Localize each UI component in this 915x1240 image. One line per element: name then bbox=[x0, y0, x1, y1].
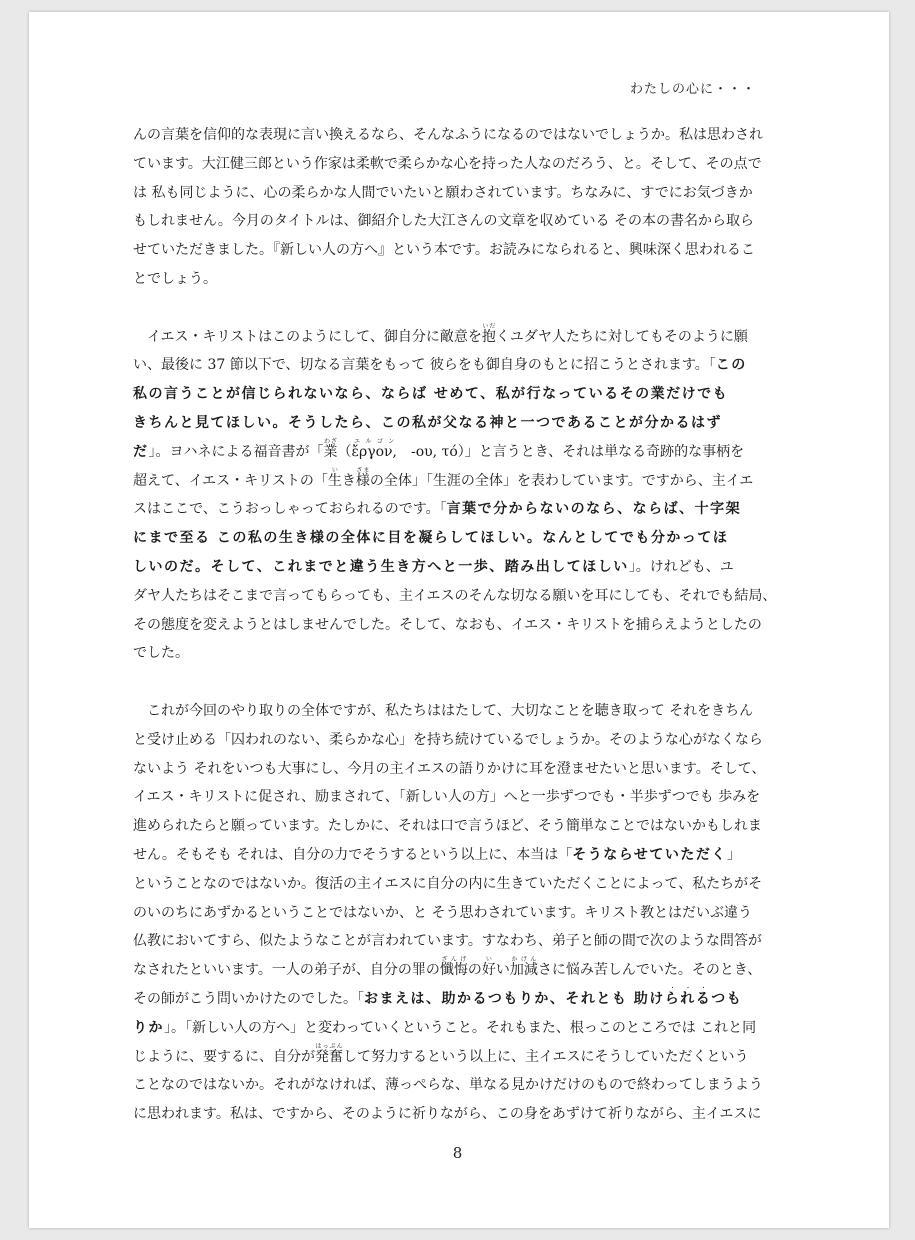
text-run: き bbox=[341, 472, 356, 489]
text-line bbox=[133, 1071, 795, 1100]
ruby-reading: いだ bbox=[481, 322, 496, 330]
emphasized-quote: この bbox=[715, 357, 747, 374]
text-line bbox=[133, 553, 795, 582]
ruby-reading: かげん bbox=[509, 956, 538, 964]
emphasized-quote: つも bbox=[711, 990, 743, 1007]
ruby-reading: はっぷん bbox=[315, 1042, 343, 1050]
text-run: もしれません。今月のタイトルは、御紹介した大江さんの文章を収めている その本の書名から取ら bbox=[133, 213, 755, 230]
paragraph-2 bbox=[133, 323, 795, 669]
text-line bbox=[133, 207, 795, 236]
text-line bbox=[133, 899, 795, 928]
ruby-reading: エルゴン bbox=[351, 437, 397, 445]
text-run: んの言葉を信仰的な表現に言い換えるなら、そんなふうになるのではないでしょうか。私は思わされ bbox=[133, 127, 763, 143]
emphasized-quote: しいのだ。そして、これまでと違う生き方へと一歩、踏み出してほしい bbox=[133, 558, 629, 575]
text-line bbox=[133, 985, 795, 1014]
text-run: は 私も同じように、心の柔らかな人間でいたいと願わされています。ちなみに、すでにお気づきか bbox=[133, 184, 753, 201]
text-line bbox=[133, 639, 795, 668]
ruby-annotation bbox=[481, 956, 496, 979]
text-line bbox=[133, 812, 795, 841]
ruby-base: られる bbox=[664, 990, 712, 1007]
text-run: 」 bbox=[726, 846, 741, 863]
text-line bbox=[133, 351, 795, 380]
text-run: の bbox=[467, 962, 482, 979]
ruby-annotation bbox=[327, 466, 342, 489]
ruby-annotation bbox=[509, 956, 538, 979]
text-run: のいのちにあずかるということではないか、と そう思わされています。キリスト教とはだいぶ違う bbox=[133, 904, 753, 921]
text-line bbox=[133, 409, 795, 438]
ruby-annotation bbox=[439, 956, 468, 979]
ruby-base: 好 bbox=[481, 962, 496, 979]
text-line bbox=[133, 783, 795, 812]
ruby-annotation bbox=[355, 466, 370, 489]
text-run: に思われます。私は、ですから、そのように祈りながら、この身をあずけて祈りながら、主イエスに bbox=[133, 1106, 762, 1123]
text-line bbox=[133, 150, 795, 179]
text-line bbox=[133, 956, 795, 985]
text-run: イエス・キリストはこのようにして、御自分に敵意を bbox=[133, 328, 482, 345]
emphasized-quote: 言葉で分からないのなら、ならば、十字架 bbox=[446, 501, 742, 518]
text-line bbox=[133, 582, 795, 611]
text-line bbox=[133, 726, 795, 755]
paragraph-3 bbox=[133, 697, 795, 1129]
ruby-reading: わざ bbox=[323, 437, 338, 445]
text-run: じように、要するに、自分が bbox=[133, 1048, 315, 1065]
ruby-reading: ・・・ bbox=[664, 984, 712, 992]
text-run: して努力するという以上に、主イエスにそうしていただくという bbox=[343, 1048, 749, 1065]
text-run: ています。大江健三郎という作家は柔軟で柔らかな心を持った人なのだろう、と。そして、その点で bbox=[133, 155, 762, 172]
text-line bbox=[133, 467, 795, 496]
emphasized-quote: りか bbox=[133, 1019, 164, 1036]
ruby-reading: ざんげ bbox=[439, 956, 468, 964]
ruby-base: 発奮 bbox=[315, 1048, 343, 1065]
ruby-base: 生 bbox=[327, 472, 342, 489]
text-line bbox=[133, 697, 795, 726]
ruby-reading: い bbox=[481, 956, 496, 964]
ruby-annotation bbox=[315, 1042, 343, 1065]
text-line bbox=[133, 121, 795, 150]
text-line bbox=[133, 927, 795, 956]
text-run: （ bbox=[337, 443, 352, 460]
text-run: 超えて、イエス・キリストの「 bbox=[133, 472, 328, 489]
emphasized-quote: 私の言うことが信じられないなら、ならば せめて、私が行なっているその業だけでも bbox=[133, 386, 729, 403]
emphasized-quote: だ bbox=[133, 443, 149, 460]
text-run: その師がこう問いかけたのでした。「 bbox=[133, 990, 364, 1007]
text-run: でした。 bbox=[133, 645, 189, 662]
ruby-annotation bbox=[351, 437, 398, 460]
body-text bbox=[133, 121, 795, 1129]
emphasized-quote: そうならせていただく bbox=[572, 846, 727, 863]
text-run: イエス・キリストに促され、励まされて、「新しい人の方」へと一歩ずつでも・半歩ずつでも 歩みを bbox=[133, 789, 761, 806]
text-run: その態度を変えようとはしませんでした。そして、なおも、イエス・キリストを捕らえようとしたの bbox=[133, 616, 762, 633]
page-number: 8 bbox=[452, 1144, 463, 1162]
text-run: さに悩み苦しんでいた。そのとき、 bbox=[537, 962, 762, 979]
emphasized-quote: にまで至る この私の生き様の全体に目を凝らしてほしい。なんとしてでも分かってほ bbox=[133, 530, 729, 547]
ruby-base: 加減 bbox=[509, 962, 538, 979]
text-run: ないよう それをいつも大事にし、今月の主イエスの語りかけに耳を澄ませたいと思います。そして、 bbox=[133, 760, 766, 777]
text-run: い、最後に 37 節以下で、切なる言葉をもって 彼らをも御自身のもとに招こうとされます。「 bbox=[133, 357, 716, 374]
text-line bbox=[133, 495, 795, 524]
text-line bbox=[133, 1100, 795, 1129]
text-run: ことなのではないか。それがなければ、薄っぺらな、単なる見かけだけのもので終わってしまうよう bbox=[133, 1077, 763, 1094]
ruby-base: 様 bbox=[355, 472, 370, 489]
text-run: の全体」「生涯の全体」を表わしています。ですから、主イエ bbox=[369, 472, 754, 489]
text-run: とでしょう。 bbox=[133, 270, 217, 287]
text-run: スはここで、こうおっしゃっておられるのです。「 bbox=[133, 501, 447, 518]
ruby-annotation bbox=[323, 437, 338, 460]
ruby-base: 業 bbox=[323, 443, 338, 460]
text-run: 進められたらと願っています。たしかに、それは口で言うほど、そう簡単なことではないかもしれま bbox=[133, 818, 762, 835]
text-line bbox=[133, 438, 795, 467]
text-run: と受け止める「囚われのない、柔らかな心」を持ち続けているでしょうか。そのような心がなくなら bbox=[133, 731, 763, 748]
text-run: せていただきました。『新しい人の方へ』という本です。お読みになられると、興味深く思われるこ bbox=[133, 242, 755, 259]
text-line bbox=[133, 323, 795, 352]
text-run: くユダヤ人たちに対してもそのように願 bbox=[495, 328, 748, 345]
text-run: 」。けれども、ユ bbox=[628, 558, 734, 575]
text-line bbox=[133, 841, 795, 870]
text-run: 」。ヨハネによる福音書が「 bbox=[148, 443, 324, 460]
text-line bbox=[133, 380, 795, 409]
text-run: 」。「新しい人の方へ」と変わっていくということ。それもまた、根っこのところでは これと同 bbox=[164, 1019, 757, 1036]
text-run: これが今回のやり取りの全体ですが、私たちははたして、大切なことを聴き取って それをきちん bbox=[133, 702, 754, 719]
text-run: い bbox=[495, 962, 510, 979]
ruby-reading: い bbox=[327, 466, 342, 474]
text-line bbox=[133, 179, 795, 208]
text-line bbox=[133, 236, 795, 265]
ruby-base: 懺悔 bbox=[439, 962, 468, 979]
text-line bbox=[133, 524, 795, 553]
text-run: せん。そもそも それは、自分の力でそうするという以上に、本当は「 bbox=[133, 846, 573, 863]
text-run: -ου, τό）」と言うとき、それは単なる奇跡的な事柄を bbox=[397, 443, 745, 460]
text-line bbox=[133, 870, 795, 899]
text-line bbox=[133, 755, 795, 784]
text-run: 仏教においてすら、似たようなことが言われています。すなわち、弟子と師の間で次のような問答が bbox=[133, 933, 762, 950]
text-line bbox=[133, 611, 795, 640]
text-line bbox=[133, 1043, 795, 1072]
ruby-reading: ざま bbox=[355, 466, 370, 474]
emphasized-quote: おまえは、助かるつもりか、それとも 助け bbox=[364, 990, 665, 1007]
ruby-base: 抱 bbox=[481, 328, 496, 345]
emphasized-quote: きちんと見てほしい。そうしたら、この私が父なる神と一つであることが分かるはず bbox=[133, 414, 722, 431]
text-line bbox=[133, 1014, 795, 1043]
ruby-base: ἔργον, bbox=[351, 443, 397, 460]
text-line bbox=[133, 265, 795, 294]
text-run: ダヤ人たちはそこまで言ってもらっても、主イエスのそんな切なる願いを耳にしても、それでも結局、 bbox=[133, 587, 777, 604]
text-run: なされたといいます。一人の弟子が、自分の罪の bbox=[133, 962, 440, 979]
text-run: ということなのではないか。復活の主イエスに自分の内に生きていただくことによって、私たちがそ bbox=[133, 875, 763, 892]
ruby-annotation bbox=[481, 322, 496, 345]
ruby-annotation bbox=[664, 984, 712, 1007]
paragraph-1 bbox=[133, 121, 795, 294]
running-head: わたしの心に・・・ bbox=[630, 82, 757, 97]
